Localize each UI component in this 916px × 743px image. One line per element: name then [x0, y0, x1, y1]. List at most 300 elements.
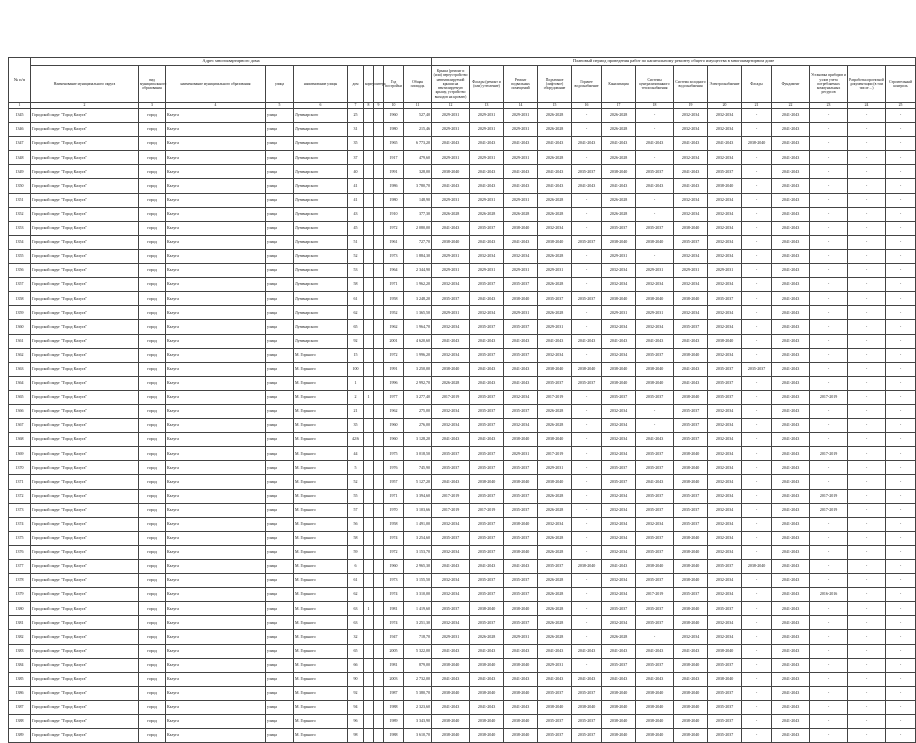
table-cell: 2035-2037 — [538, 560, 572, 574]
table-cell: - — [848, 461, 886, 475]
table-cell: 2032-2034 — [470, 306, 504, 320]
table-cell: - — [742, 376, 772, 390]
table-cell: город — [139, 700, 166, 714]
table-cell: Калуга — [166, 334, 266, 348]
table-cell — [374, 630, 384, 644]
table-cell: 1372 — [9, 489, 31, 503]
table-cell: 2026-2028 — [538, 404, 572, 418]
col-number-21: 21 — [742, 103, 772, 109]
table-cell — [374, 419, 384, 433]
table-cell: 92 — [348, 334, 364, 348]
table-cell: Калуга — [166, 686, 266, 700]
table-cell: 1356 — [9, 264, 31, 278]
table-cell: Калуга — [166, 644, 266, 658]
table-cell: 2035-2037 — [572, 235, 602, 249]
table-cell: 6 773,20 — [404, 137, 432, 151]
col-number-16: 16 — [572, 103, 602, 109]
table-cell: 2026-2028 — [538, 419, 572, 433]
table-cell: 2035-2037 — [636, 390, 674, 404]
table-cell: 2038-2040 — [742, 560, 772, 574]
table-cell: улица — [266, 574, 294, 588]
table-cell: 2003 — [384, 672, 404, 686]
table-cell: М. Горького — [294, 658, 348, 672]
table-cell — [364, 616, 374, 630]
table-cell: 2035-2037 — [432, 292, 470, 306]
table-cell: 2035-2037 — [636, 658, 674, 672]
table-cell — [364, 207, 374, 221]
table-cell: 6 — [348, 560, 364, 574]
table-cell: 61 — [348, 292, 364, 306]
table-cell — [364, 503, 374, 517]
table-cell: 2041-2043 — [432, 221, 470, 235]
table-cell: город — [139, 376, 166, 390]
table-cell: 2041-2043 — [772, 390, 810, 404]
table-cell: 2032-2034 — [602, 419, 636, 433]
col-header-8: литера — [374, 66, 384, 103]
table-cell: - — [848, 588, 886, 602]
table-cell: улица — [266, 616, 294, 630]
table-cell: - — [848, 207, 886, 221]
table-cell: 2035-2037 — [504, 616, 538, 630]
table-cell: 2041-2043 — [504, 560, 538, 574]
table-row — [9, 109, 916, 123]
table-cell: 3 610,70 — [404, 729, 432, 743]
table-cell: - — [886, 503, 916, 517]
table-cell: 2029-2031 — [470, 109, 504, 123]
table-cell: 2041-2043 — [432, 700, 470, 714]
table-cell: - — [810, 151, 848, 165]
table-cell: 2035-2037 — [636, 545, 674, 559]
table-cell: - — [572, 193, 602, 207]
table-cell: улица — [266, 334, 294, 348]
table-cell: - — [742, 672, 772, 686]
table-cell: 52 — [348, 249, 364, 263]
table-cell: 2032-2034 — [470, 249, 504, 263]
table-cell: 2035-2037 — [708, 376, 742, 390]
table-cell: 2032-2034 — [432, 320, 470, 334]
table-cell: - — [572, 616, 602, 630]
table-cell: 2041-2043 — [772, 447, 810, 461]
table-cell: город — [139, 503, 166, 517]
table-cell: 1352 — [9, 207, 31, 221]
table-cell: 2038-2040 — [708, 179, 742, 193]
table-cell: 2035-2037 — [636, 616, 674, 630]
table-cell: 58 — [348, 278, 364, 292]
table-cell: 2026-2028 — [602, 151, 636, 165]
table-cell: - — [848, 165, 886, 179]
table-cell: 1357 — [9, 278, 31, 292]
table-cell: 2035-2037 — [432, 461, 470, 475]
table-cell: - — [810, 362, 848, 376]
table-cell: Калуга — [166, 306, 266, 320]
table-cell: 2035-2037 — [572, 715, 602, 729]
table-cell: - — [572, 109, 602, 123]
col-header-23: Разработка проектной документации (в том числе ...) — [848, 66, 886, 103]
table-cell: 2035-2037 — [572, 292, 602, 306]
table-cell: 2032-2034 — [708, 475, 742, 489]
table-cell: 1988 — [384, 700, 404, 714]
table-cell: - — [810, 376, 848, 390]
table-cell: 2035-2037 — [674, 404, 708, 418]
table-cell: 2038-2040 — [538, 475, 572, 489]
table-cell: М. Горького — [294, 348, 348, 362]
table-cell: 1972 — [384, 348, 404, 362]
table-cell: - — [810, 672, 848, 686]
table-cell: 2041-2043 — [772, 630, 810, 644]
col-number-19: 19 — [674, 103, 708, 109]
table-cell: 2029-2031 — [432, 306, 470, 320]
table-cell: 65 — [348, 644, 364, 658]
table-cell: улица — [266, 588, 294, 602]
table-cell — [374, 292, 384, 306]
table-cell: - — [572, 447, 602, 461]
table-cell: 2035-2037 — [538, 729, 572, 743]
table-cell: 2029-2031 — [636, 306, 674, 320]
table-cell: 2035-2037 — [636, 531, 674, 545]
table-cell: М. Горького — [294, 489, 348, 503]
table-cell: - — [742, 644, 772, 658]
table-cell: 2038-2040 — [432, 715, 470, 729]
table-cell: Калуга — [166, 545, 266, 559]
table-cell: 1980 — [384, 193, 404, 207]
table-cell: город — [139, 151, 166, 165]
table-cell: 1988 — [384, 729, 404, 743]
table-cell: 2041-2043 — [504, 644, 538, 658]
table-cell: - — [810, 461, 848, 475]
table-cell: 2038-2040 — [572, 362, 602, 376]
table-cell: - — [742, 306, 772, 320]
table-cell: Луначарского — [294, 306, 348, 320]
table-cell: - — [742, 686, 772, 700]
table-cell: 2038-2040 — [504, 686, 538, 700]
table-cell: 2032-2034 — [432, 419, 470, 433]
table-cell: 2032-2034 — [708, 306, 742, 320]
table-cell: Городской округ "Город Калуга" — [31, 264, 139, 278]
table-cell: улица — [266, 602, 294, 616]
table-cell: 2026-2028 — [538, 151, 572, 165]
table-cell: 2041-2043 — [772, 306, 810, 320]
table-cell: Луначарского — [294, 151, 348, 165]
table-cell: 57 — [348, 503, 364, 517]
table-cell: 2026-2028 — [538, 574, 572, 588]
table-cell: город — [139, 292, 166, 306]
table-cell: 2041-2043 — [636, 179, 674, 193]
table-cell: 2035-2037 — [674, 489, 708, 503]
table-cell: - — [742, 503, 772, 517]
table-cell: 2032-2034 — [708, 545, 742, 559]
table-cell: М. Горького — [294, 461, 348, 475]
table-cell: 2032-2034 — [708, 419, 742, 433]
table-cell: улица — [266, 151, 294, 165]
table-row — [9, 503, 916, 517]
table-cell: 2035-2037 — [708, 729, 742, 743]
table-cell: 1 — [364, 390, 374, 404]
table-cell: улица — [266, 672, 294, 686]
table-cell — [374, 715, 384, 729]
table-cell: - — [848, 686, 886, 700]
table-cell: 2035-2037 — [602, 390, 636, 404]
table-cell: 1368 — [9, 433, 31, 447]
table-cell: - — [742, 729, 772, 743]
table-cell: улица — [266, 658, 294, 672]
table-cell: улица — [266, 503, 294, 517]
table-cell: - — [810, 560, 848, 574]
table-cell: 2038-2040 — [636, 700, 674, 714]
table-cell: улица — [266, 715, 294, 729]
table-cell: Луначарского — [294, 334, 348, 348]
table-cell — [364, 531, 374, 545]
table-cell: 2035-2037 — [572, 729, 602, 743]
table-cell — [364, 292, 374, 306]
table-cell: 59 — [348, 545, 364, 559]
table-cell: Калуга — [166, 264, 266, 278]
table-cell: - — [848, 376, 886, 390]
table-cell: - — [810, 278, 848, 292]
table-cell: М. Горького — [294, 447, 348, 461]
table-cell: 2038-2040 — [674, 574, 708, 588]
table-cell: 2035-2037 — [432, 531, 470, 545]
table-cell: Городской округ "Город Калуга" — [31, 390, 139, 404]
table-cell — [374, 686, 384, 700]
table-cell: - — [848, 574, 886, 588]
table-row — [9, 320, 916, 334]
table-cell: 1972 — [384, 221, 404, 235]
table-cell: - — [886, 362, 916, 376]
table-cell: 1345 — [9, 109, 31, 123]
table-cell — [374, 616, 384, 630]
table-cell — [374, 574, 384, 588]
table-cell: 15 — [348, 348, 364, 362]
table-cell: 2029-2031 — [674, 264, 708, 278]
table-cell: 1364 — [9, 376, 31, 390]
table-cell — [364, 109, 374, 123]
table-cell: Городской округ "Город Калуга" — [31, 249, 139, 263]
table-cell: 1365 — [9, 390, 31, 404]
table-cell: 2032-2034 — [432, 348, 470, 362]
table-cell: 2038-2040 — [602, 165, 636, 179]
table-cell: 1374 — [9, 517, 31, 531]
table-cell: - — [886, 221, 916, 235]
table-cell: - — [572, 588, 602, 602]
table-cell: 2026-2028 — [602, 123, 636, 137]
col-number-23: 23 — [810, 103, 848, 109]
table-cell: 2026-2028 — [432, 207, 470, 221]
table-cell: Калуга — [166, 249, 266, 263]
table-cell: Городской округ "Город Калуга" — [31, 700, 139, 714]
table-cell: улица — [266, 531, 294, 545]
table-cell: 2038-2040 — [538, 362, 572, 376]
table-cell: - — [848, 630, 886, 644]
table-cell: улица — [266, 390, 294, 404]
table-cell: 2032-2034 — [674, 630, 708, 644]
col-header-7: корпус — [364, 66, 374, 103]
table-cell: улица — [266, 109, 294, 123]
table-cell: - — [886, 517, 916, 531]
table-cell: 2035-2037 — [470, 574, 504, 588]
table-cell: 2038-2040 — [432, 235, 470, 249]
table-cell: 2041-2043 — [772, 249, 810, 263]
table-cell: 2038-2040 — [636, 235, 674, 249]
table-cell: 2041-2043 — [470, 672, 504, 686]
table-cell: 2029-2031 — [470, 264, 504, 278]
table-cell: 2032-2034 — [602, 545, 636, 559]
table-cell: 2035-2037 — [708, 686, 742, 700]
col-header-13: Ремонт подвальных помещений — [504, 66, 538, 103]
table-cell: 1974 — [384, 616, 404, 630]
table-cell: 2029-2031 — [504, 447, 538, 461]
table-cell: 2032-2034 — [538, 221, 572, 235]
table-cell: 2035-2037 — [572, 686, 602, 700]
table-cell: 5 322,00 — [404, 644, 432, 658]
table-cell: 2041-2043 — [602, 334, 636, 348]
table-cell — [374, 348, 384, 362]
table-row — [9, 616, 916, 630]
table-cell: 1952 — [384, 306, 404, 320]
table-cell: 2035-2037 — [708, 292, 742, 306]
table-cell: М. Горького — [294, 560, 348, 574]
table-cell: 2017-2019 — [810, 390, 848, 404]
table-cell: 2032-2034 — [602, 447, 636, 461]
table-cell — [364, 433, 374, 447]
table-cell: 1 996,20 — [404, 348, 432, 362]
table-cell: 1366 — [9, 404, 31, 418]
table-cell: Городской округ "Город Калуга" — [31, 404, 139, 418]
table-cell: - — [742, 123, 772, 137]
table-cell: улица — [266, 404, 294, 418]
table-cell: 2041-2043 — [772, 531, 810, 545]
table-cell: Калуга — [166, 560, 266, 574]
table-cell: город — [139, 306, 166, 320]
table-cell: 1373 — [9, 503, 31, 517]
table-cell: 2035-2037 — [602, 602, 636, 616]
table-cell: улица — [266, 292, 294, 306]
table-cell: - — [572, 348, 602, 362]
table-cell: 2032-2034 — [674, 207, 708, 221]
table-cell: 2035-2037 — [504, 503, 538, 517]
table-cell: 2038-2040 — [602, 376, 636, 390]
table-cell: Городской округ "Город Калуга" — [31, 517, 139, 531]
table-cell: 2038-2040 — [504, 221, 538, 235]
table-cell: Городской округ "Город Калуга" — [31, 489, 139, 503]
table-cell: 2041-2043 — [772, 151, 810, 165]
table-cell: Калуга — [166, 658, 266, 672]
table-cell: город — [139, 165, 166, 179]
table-cell: Городской округ "Город Калуга" — [31, 179, 139, 193]
table-row — [9, 658, 916, 672]
table-cell: город — [139, 235, 166, 249]
table-cell: 100 — [348, 362, 364, 376]
table-cell: 2038-2040 — [636, 362, 674, 376]
table-cell: 3 128,20 — [404, 433, 432, 447]
table-cell: 1 962,20 — [404, 278, 432, 292]
table-cell: 1 419,60 — [404, 602, 432, 616]
table-cell: 2041-2043 — [772, 461, 810, 475]
table-cell: Городской округ "Город Калуга" — [31, 574, 139, 588]
table-cell — [364, 588, 374, 602]
table-cell: 2032-2034 — [674, 123, 708, 137]
table-cell: - — [848, 278, 886, 292]
table-cell: Луначарского — [294, 320, 348, 334]
table-cell: Калуга — [166, 447, 266, 461]
table-cell: 53 — [348, 264, 364, 278]
table-cell: - — [572, 221, 602, 235]
table-cell: 1358 — [9, 292, 31, 306]
table-cell: 275,00 — [404, 404, 432, 418]
table-cell: Калуга — [166, 602, 266, 616]
table-cell: 2038-2040 — [674, 545, 708, 559]
table-cell — [374, 461, 384, 475]
table-cell: - — [810, 531, 848, 545]
table-cell — [374, 489, 384, 503]
table-cell: город — [139, 320, 166, 334]
table-cell: 2041-2043 — [636, 475, 674, 489]
capital-repair-table — [8, 57, 916, 743]
col-number-5: 5 — [266, 103, 294, 109]
table-cell — [364, 545, 374, 559]
table-cell: - — [848, 545, 886, 559]
table-cell: - — [848, 137, 886, 151]
table-cell: 51 — [348, 235, 364, 249]
table-cell: 2041-2043 — [432, 334, 470, 348]
table-cell: 1973 — [384, 574, 404, 588]
table-cell: Городской округ "Город Калуга" — [31, 419, 139, 433]
table-cell: - — [742, 419, 772, 433]
table-cell: 2038-2040 — [636, 292, 674, 306]
table-cell: 2038-2040 — [636, 686, 674, 700]
table-cell: 2032-2034 — [708, 517, 742, 531]
table-cell: - — [742, 531, 772, 545]
table-cell: 2041-2043 — [772, 376, 810, 390]
table-cell: 2038-2040 — [432, 658, 470, 672]
table-cell: - — [886, 644, 916, 658]
table-cell — [374, 376, 384, 390]
table-cell: 2 344,90 — [404, 264, 432, 278]
table-cell: 1385 — [9, 672, 31, 686]
table-cell: 2035-2037 — [636, 602, 674, 616]
table-cell: - — [886, 264, 916, 278]
table-cell: 65 — [348, 320, 364, 334]
table-cell: 2035-2037 — [504, 588, 538, 602]
col-header-16: Канализация — [602, 66, 636, 103]
table-cell: - — [848, 672, 886, 686]
table-cell: - — [886, 700, 916, 714]
table-cell: 1961 — [384, 235, 404, 249]
table-cell: - — [810, 630, 848, 644]
table-cell — [374, 249, 384, 263]
table-cell: 1975 — [384, 447, 404, 461]
table-cell: - — [742, 700, 772, 714]
table-row — [9, 729, 916, 743]
works-group-header: Плановый период проведения работ по капитальному ремонту общего имущества в многоквартирном доме — [432, 58, 916, 66]
table-cell: 2041-2043 — [772, 658, 810, 672]
table-cell: - — [810, 348, 848, 362]
table-cell: - — [572, 207, 602, 221]
table-cell: Калуга — [166, 433, 266, 447]
table-cell: 1349 — [9, 165, 31, 179]
table-cell: 2032-2034 — [602, 433, 636, 447]
table-row — [9, 362, 916, 376]
table-cell: 2017-2019 — [810, 447, 848, 461]
table-cell: 2032-2034 — [602, 517, 636, 531]
col-number-6: 6 — [294, 103, 348, 109]
col-number-1: 1 — [9, 103, 31, 109]
table-cell: - — [810, 165, 848, 179]
table-cell: 2035-2037 — [470, 221, 504, 235]
table-cell: 2032-2034 — [602, 574, 636, 588]
table-cell: 1917 — [384, 151, 404, 165]
table-cell: 2032-2034 — [708, 630, 742, 644]
col-number-11: 11 — [404, 103, 432, 109]
